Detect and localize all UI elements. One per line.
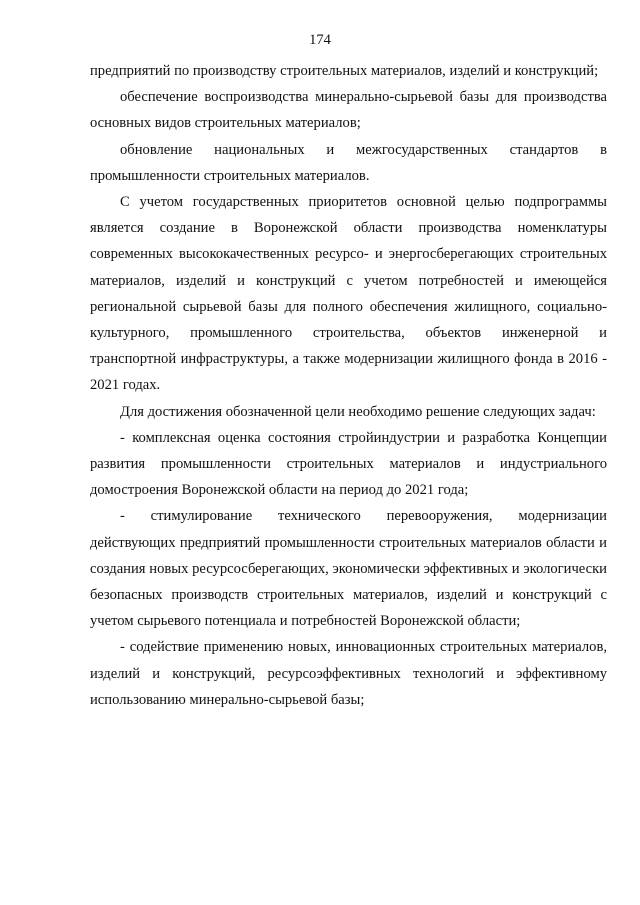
list-item-innovation: - содействие применению новых, инновационных строительных материалов, изделий и конструкций, ресурсоэффективных технологий и эффективному использованию минерально-сырьевой базы; <box>90 639 607 708</box>
document-body <box>90 58 607 713</box>
paragraph-mineral-base: обеспечение воспроизводства минерально-сырьевой базы для производства основных видов строительных материалов; <box>90 89 607 132</box>
list-item-modernization: - стимулирование технического перевооружения, модернизации действующих предприятий промышленности строительных материалов области и создания новых ресурсосберегающих, экономически эффективных и экологически безопасных производств строительных материалов, изделий и конструкций с учетом сырьевого потенциала и потребностей Воронежской области; <box>90 508 607 630</box>
page-number: 174 <box>309 32 331 48</box>
list-item-assessment: - комплексная оценка состояния стройиндустрии и разработка Концепции развития промышленности строительных материалов и индустриального домостроения Воронежской области на период до 2021 года; <box>90 429 607 499</box>
paragraph-tasks-intro: Для достижения обозначенной цели необходимо решение следующих задач: <box>120 403 596 420</box>
paragraph-continuation: предприятий по производству строительных материалов, изделий и конструкций; <box>90 63 599 79</box>
paragraph-main-goal: С учетом государственных приоритетов основной целью подпрограммы является создание в Воронежской области производства номенклатуры современных высококачественных ресурсо- и энергосберегающих строительных материалов, изделий и конструкций с учетом потребностей и имеющейся региональной сырьевой базы для полного обеспечения жилищного, социально-культурного, промышленного строительства, объектов инженерной и транспортной инфраструктуры, а также модернизации жилищного фонда в 2016 - 2021 годах. <box>90 194 607 394</box>
paragraph-standards: обновление национальных и межгосударственных стандартов в промышленности строительных материалов. <box>90 141 607 184</box>
